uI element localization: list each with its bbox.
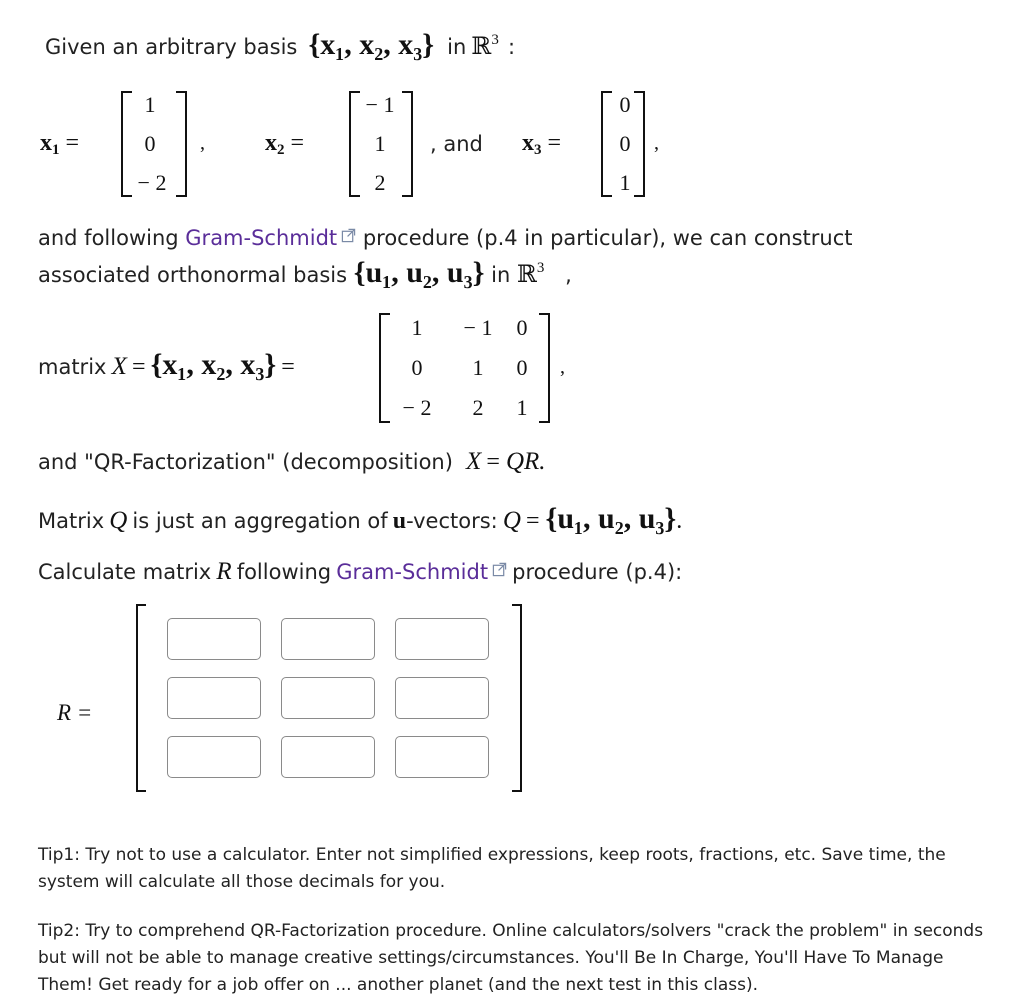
matrix-x-cell: − 1 [463, 315, 493, 340]
x1-comma: , [200, 132, 205, 154]
sentence-trail-comma: , [565, 263, 572, 287]
r-input-2-2[interactable] [281, 677, 375, 719]
calc-text1: Calculate matrix [38, 560, 212, 584]
r-right-bracket [508, 603, 524, 793]
r-label: R = [57, 700, 93, 725]
matrix-q-var: Q [109, 507, 128, 534]
matrix-x-cell: 1 [472, 355, 484, 380]
tip1-text: Tip1: Try not to use a calculator. Enter not simplified expressions, keep roots, fractions, etc. Save time, the system will calculate all those decimals for you. [38, 845, 946, 892]
r-input-1-3[interactable] [395, 618, 489, 660]
matrix-x-cell: 0 [516, 355, 528, 380]
matrix-x-cell: 1 [516, 395, 528, 420]
r-input-2-3[interactable] [395, 677, 489, 719]
x2-entry: − 1 [365, 92, 395, 117]
x1-label: $x_1$ = [40, 130, 80, 158]
external-link-icon[interactable] [492, 562, 507, 577]
sentence-gram-schmidt [38, 226, 853, 250]
qr-text: and "QR-Factorization" (decomposition) [38, 450, 453, 474]
intro-colon: : [507, 35, 516, 59]
x2-entry: 1 [374, 131, 386, 156]
matrix-x-cell: 0 [516, 315, 528, 340]
matrix-q-text2: is just an aggregation of [132, 509, 388, 533]
matrix-q-bold-u: u [392, 508, 407, 534]
x1-entry: 1 [144, 92, 156, 117]
intro-text: Given an arbitrary basis [45, 35, 298, 59]
x3-entry: 1 [619, 170, 631, 195]
sentence-part1: and following [38, 226, 179, 250]
matrix-q-text1: Matrix [38, 509, 105, 533]
matrix-x-lead: matrix [38, 355, 107, 379]
sentence-orthonormal: associated orthonormal basis [38, 263, 348, 287]
and-text: , and [430, 132, 483, 156]
x1-entry: 0 [144, 131, 156, 156]
calc-text3: procedure (p.4): [512, 560, 683, 584]
calc-line [38, 558, 682, 586]
real-space-symbol: ℝ$^3$ [471, 32, 499, 60]
intro-in: in [447, 35, 467, 59]
calc-text2: following [236, 560, 332, 584]
r-input-3-2[interactable] [281, 736, 375, 778]
external-link-icon[interactable] [341, 228, 356, 243]
r-input-1-2[interactable] [281, 618, 375, 660]
x2-label: $x_2$ = [265, 130, 305, 158]
r-left-bracket [134, 603, 150, 793]
r-input-2-1[interactable] [167, 677, 261, 719]
real-space-symbol: ℝ$^3$ [516, 260, 545, 288]
qr-line: and "QR-Factorization" (decomposition) X = QR. [38, 448, 546, 475]
matrix-q-set: {u₁, u₂, u₃} [545, 502, 677, 535]
r-input-3-3[interactable] [395, 736, 489, 778]
sentence-line2 [38, 256, 572, 290]
gram-schmidt-link[interactable]: Gram-Schmidt [185, 226, 338, 250]
matrix-x-cell: 1 [411, 315, 423, 340]
x2-entry: 2 [374, 170, 386, 195]
qr-lhs: X [466, 448, 482, 475]
matrix-x-line: matrix X = {x₁, x₂, x₃} = [38, 348, 295, 381]
tip2-text: Tip2: Try to comprehend QR-Factorization procedure. Online calculators/solvers "crack the problem" in seconds but will not be able to manage creative settings/circumstances. You'll Be In Charge, You'll Have To Manage Them! Get ready for a job offer on ... another planet (and the next test in this class). [38, 921, 984, 995]
x3-entry: 0 [619, 92, 631, 117]
matrix-q-var2: Q [502, 507, 521, 534]
matrix-x-var: X [111, 353, 127, 380]
intro-line [45, 28, 515, 62]
sentence-in: in [491, 263, 511, 287]
x1-entry: − 2 [137, 170, 167, 195]
x3-label: $x_3$ = [522, 130, 562, 158]
calc-var: R [216, 558, 232, 585]
qr-rhs: QR. [505, 448, 546, 475]
sentence-part2: procedure (p.4 in particular), we can construct [362, 226, 853, 250]
basis-set-u: {u₁, u₂, u₃} [353, 256, 485, 289]
x1-right-bracket [172, 90, 190, 198]
matrix-x-cell: 0 [411, 355, 423, 380]
gram-schmidt-link[interactable]: Gram-Schmidt [336, 560, 489, 584]
matrix-x-set: {x₁, x₂, x₃} [150, 348, 277, 381]
basis-set-x: {x₁, x₂, x₃} [308, 28, 435, 61]
x3-comma: , [654, 132, 659, 154]
matrix-x-left-bracket [376, 312, 394, 424]
matrix-q-text3: -vectors: [406, 509, 498, 533]
matrix-x-cell: − 2 [402, 395, 432, 420]
r-input-1-1[interactable] [167, 618, 261, 660]
matrix-x-comma: , [560, 356, 565, 378]
matrix-x-cell: 2 [472, 395, 484, 420]
r-input-3-1[interactable] [167, 736, 261, 778]
x3-entry: 0 [619, 131, 631, 156]
matrix-x-right-bracket [535, 312, 553, 424]
matrix-q-line: Matrix Q is just an aggregation of u-vectors: Q = {u₁, u₂, u₃}. [38, 502, 683, 535]
